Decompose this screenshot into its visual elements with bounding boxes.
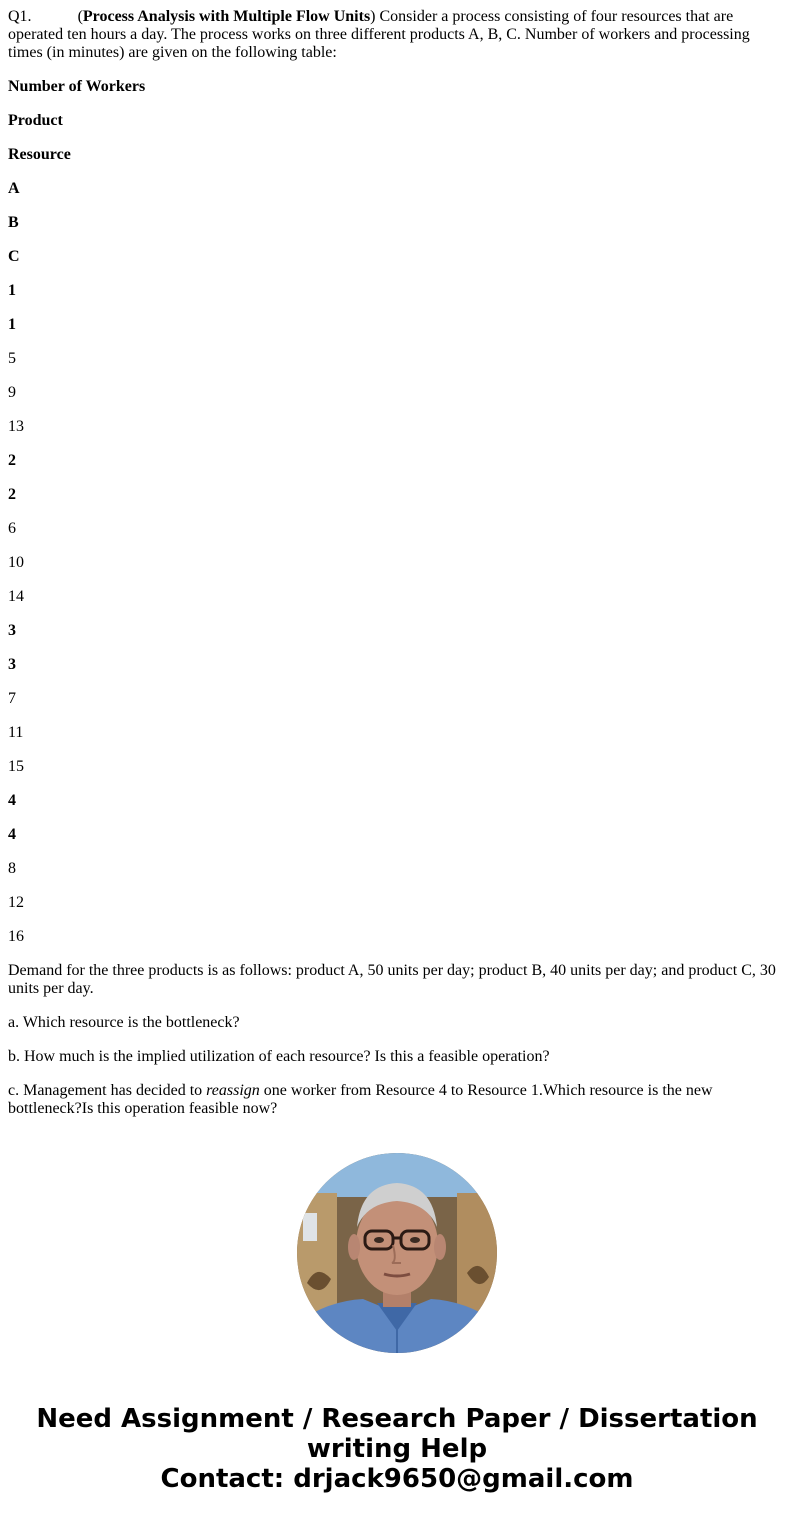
question-part-b: b. How much is the implied utilization of each resource? Is this a feasible operation? bbox=[8, 1048, 550, 1065]
part-c-text-start: c. Management has decided to bbox=[8, 1082, 207, 1099]
table-cell-time-b: 12 bbox=[8, 894, 24, 911]
document-content bbox=[8, 8, 786, 1134]
table-cell-time-b: 10 bbox=[8, 554, 24, 571]
table-cell-resource: 1 bbox=[8, 282, 16, 299]
table-cell-time-b: 9 bbox=[8, 384, 16, 401]
table-cell-time-a: 7 bbox=[8, 690, 16, 707]
part-c-emphasis: reassign bbox=[206, 1082, 260, 1099]
question-body: ) Consider a process consisting of four resources that are operated ten hours a day. The process works on three different products A, B, C. Number of workers and processing times (in minutes) are given on the following table: bbox=[8, 8, 750, 61]
table-header-workers: Number of Workers bbox=[8, 78, 146, 95]
table-product-b: B bbox=[8, 214, 19, 231]
promo-line-2: writing Help bbox=[306, 1434, 488, 1464]
table-cell-workers: 1 bbox=[8, 316, 16, 333]
table-cell-workers: 3 bbox=[8, 656, 16, 673]
table-cell-time-a: 5 bbox=[8, 350, 16, 367]
table-header-resource: Resource bbox=[8, 146, 71, 163]
table-cell-workers: 4 bbox=[8, 826, 16, 843]
question-open-paren: ( bbox=[77, 8, 83, 25]
table-cell-time-a: 6 bbox=[8, 520, 16, 537]
author-portrait-image bbox=[297, 1153, 497, 1353]
table-cell-time-c: 16 bbox=[8, 928, 24, 945]
table-cell-workers: 2 bbox=[8, 486, 16, 503]
table-cell-time-b: 11 bbox=[8, 724, 24, 741]
table-product-c: C bbox=[8, 248, 20, 265]
question-number: Q1. bbox=[8, 8, 32, 25]
promo-banner bbox=[0, 1404, 794, 1494]
table-cell-resource: 2 bbox=[8, 452, 16, 469]
promo-contact-line: Contact: drjack9650@gmail.com bbox=[160, 1464, 634, 1494]
promo-line-1: Need Assignment / Research Paper / Dissertation bbox=[36, 1404, 758, 1434]
question-part-c bbox=[8, 1082, 786, 1118]
table-cell-time-c: 13 bbox=[8, 418, 24, 435]
table-cell-time-c: 15 bbox=[8, 758, 24, 775]
table-cell-resource: 4 bbox=[8, 792, 16, 809]
table-cell-time-c: 14 bbox=[8, 588, 24, 605]
question-intro bbox=[8, 8, 786, 62]
table-cell-resource: 3 bbox=[8, 622, 16, 639]
table-product-a: A bbox=[8, 180, 20, 197]
part-c-text-end: one worker from Resource 4 to Resource 1.Which resource is the new bottleneck?Is this operation feasible now? bbox=[8, 1082, 713, 1117]
question-title: Process Analysis with Multiple Flow Units bbox=[82, 8, 371, 25]
demand-paragraph: Demand for the three products is as follows: product A, 50 units per day; product B, 40 units per day; and product C, 30 units per day. bbox=[8, 962, 776, 997]
question-part-a: a. Which resource is the bottleneck? bbox=[8, 1014, 240, 1031]
table-header-product: Product bbox=[8, 112, 63, 129]
table-cell-time-a: 8 bbox=[8, 860, 16, 877]
author-photo bbox=[297, 1153, 497, 1353]
